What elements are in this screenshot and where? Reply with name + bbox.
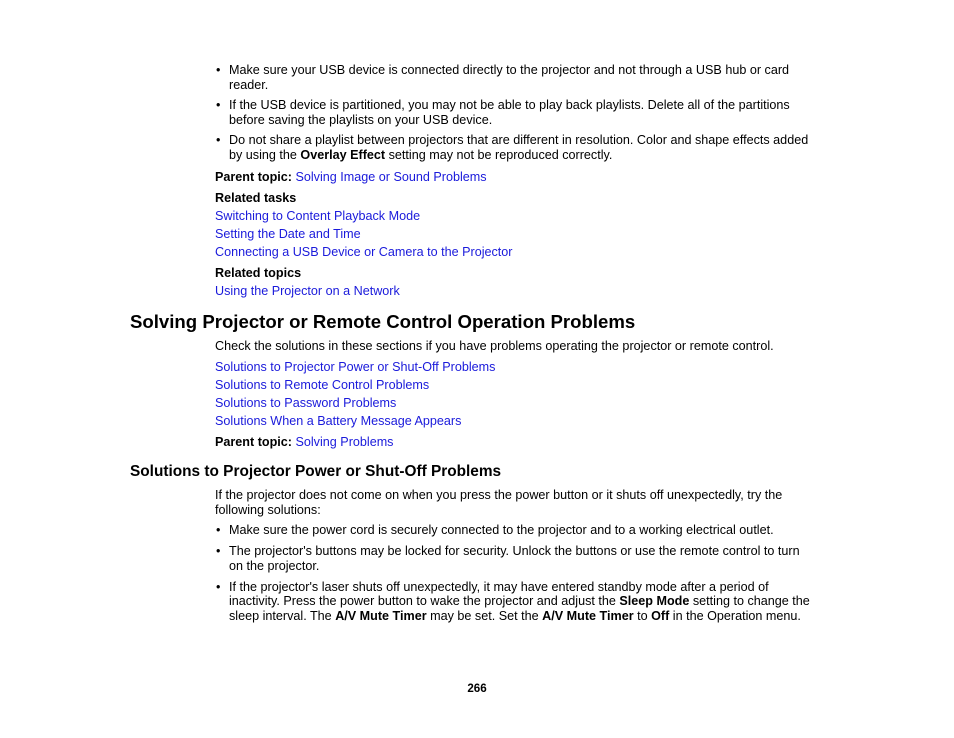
related-tasks-label: Related tasks bbox=[215, 191, 297, 205]
setting-name: A/V Mute Timer bbox=[542, 608, 634, 623]
related-task-link[interactable]: Connecting a USB Device or Camera to the Projector bbox=[215, 244, 513, 259]
subsection-intro: If the projector does not come on when you press the power button or it shuts off unexpectedly, try the following solutions: bbox=[215, 488, 783, 517]
related-task-link[interactable]: Setting the Date and Time bbox=[215, 226, 361, 241]
list-item bbox=[215, 523, 815, 538]
bullet-text: setting to change the sleep interval. The bbox=[229, 594, 810, 623]
related-topic-link[interactable]: Using the Projector on a Network bbox=[215, 283, 400, 298]
related-topics bbox=[215, 266, 815, 298]
bullet-text: may be set. Set the bbox=[426, 608, 543, 623]
related-tasks bbox=[215, 191, 815, 259]
parent-topic-label: Parent topic: bbox=[215, 435, 292, 449]
bullet-text: The projector's buttons may be locked for security. Unlock the buttons or use the remote control to turn on the projector. bbox=[229, 544, 800, 573]
subsection-heading: Solutions to Projector Power or Shut-Off Problems bbox=[130, 463, 502, 480]
section-link[interactable]: Solutions to Projector Power or Shut-Off Problems bbox=[215, 360, 496, 374]
setting-name: A/V Mute Timer bbox=[335, 608, 427, 623]
section-link[interactable]: Solutions to Remote Control Problems bbox=[215, 378, 430, 392]
section-link[interactable]: Solutions When a Battery Message Appears bbox=[215, 414, 462, 428]
related-topics-label: Related topics bbox=[215, 266, 302, 280]
list-item bbox=[215, 98, 815, 127]
top-bullet-list bbox=[215, 63, 815, 162]
bullet-text: Make sure your USB device is connected directly to the projector and not through a USB hub or card reader. bbox=[229, 63, 790, 92]
setting-value: Off bbox=[651, 608, 670, 623]
section-link[interactable]: Solutions to Password Problems bbox=[215, 396, 397, 410]
section-intro: Check the solutions in these sections if you have problems operating the projector or remote control. bbox=[215, 339, 774, 353]
section-heading: Solving Projector or Remote Control Operation Problems bbox=[130, 311, 636, 332]
bullet-text: in the Operation menu. bbox=[669, 608, 801, 623]
bullet-text: If the projector's laser shuts off unexpectedly, it may have entered standby mode after a period of inactivity. Press the power button to wake the projector and adjust the bbox=[229, 579, 769, 608]
parent-topic-label: Parent topic: bbox=[215, 170, 292, 184]
related-task-link[interactable]: Switching to Content Playback Mode bbox=[215, 208, 421, 223]
parent-topic bbox=[215, 435, 815, 450]
section-link-list bbox=[215, 360, 815, 429]
page-number: 266 bbox=[467, 682, 487, 695]
parent-topic-link[interactable]: Solving Image or Sound Problems bbox=[295, 170, 487, 184]
bullet-text: Do not share a playlist between projectors that are different in resolution. Color and shape effects added by using the bbox=[229, 133, 809, 162]
parent-topic bbox=[215, 170, 815, 185]
setting-name: Sleep Mode bbox=[619, 594, 690, 608]
subsection-bullet-list bbox=[215, 523, 815, 623]
bullet-text: Make sure the power cord is securely connected to the projector and to a working electrical outlet. bbox=[229, 523, 774, 537]
list-item bbox=[215, 133, 815, 162]
list-item bbox=[215, 580, 815, 624]
list-item bbox=[215, 544, 815, 573]
list-item bbox=[215, 63, 815, 92]
setting-name: Overlay Effect bbox=[300, 147, 386, 162]
parent-topic-link[interactable]: Solving Problems bbox=[295, 435, 394, 449]
bullet-text: to bbox=[633, 608, 652, 623]
bullet-text: setting may not be reproduced correctly. bbox=[385, 147, 613, 162]
bullet-text: If the USB device is partitioned, you may not be able to play back playlists. Delete all of the partitions before saving the playlists on your USB device. bbox=[229, 98, 790, 127]
